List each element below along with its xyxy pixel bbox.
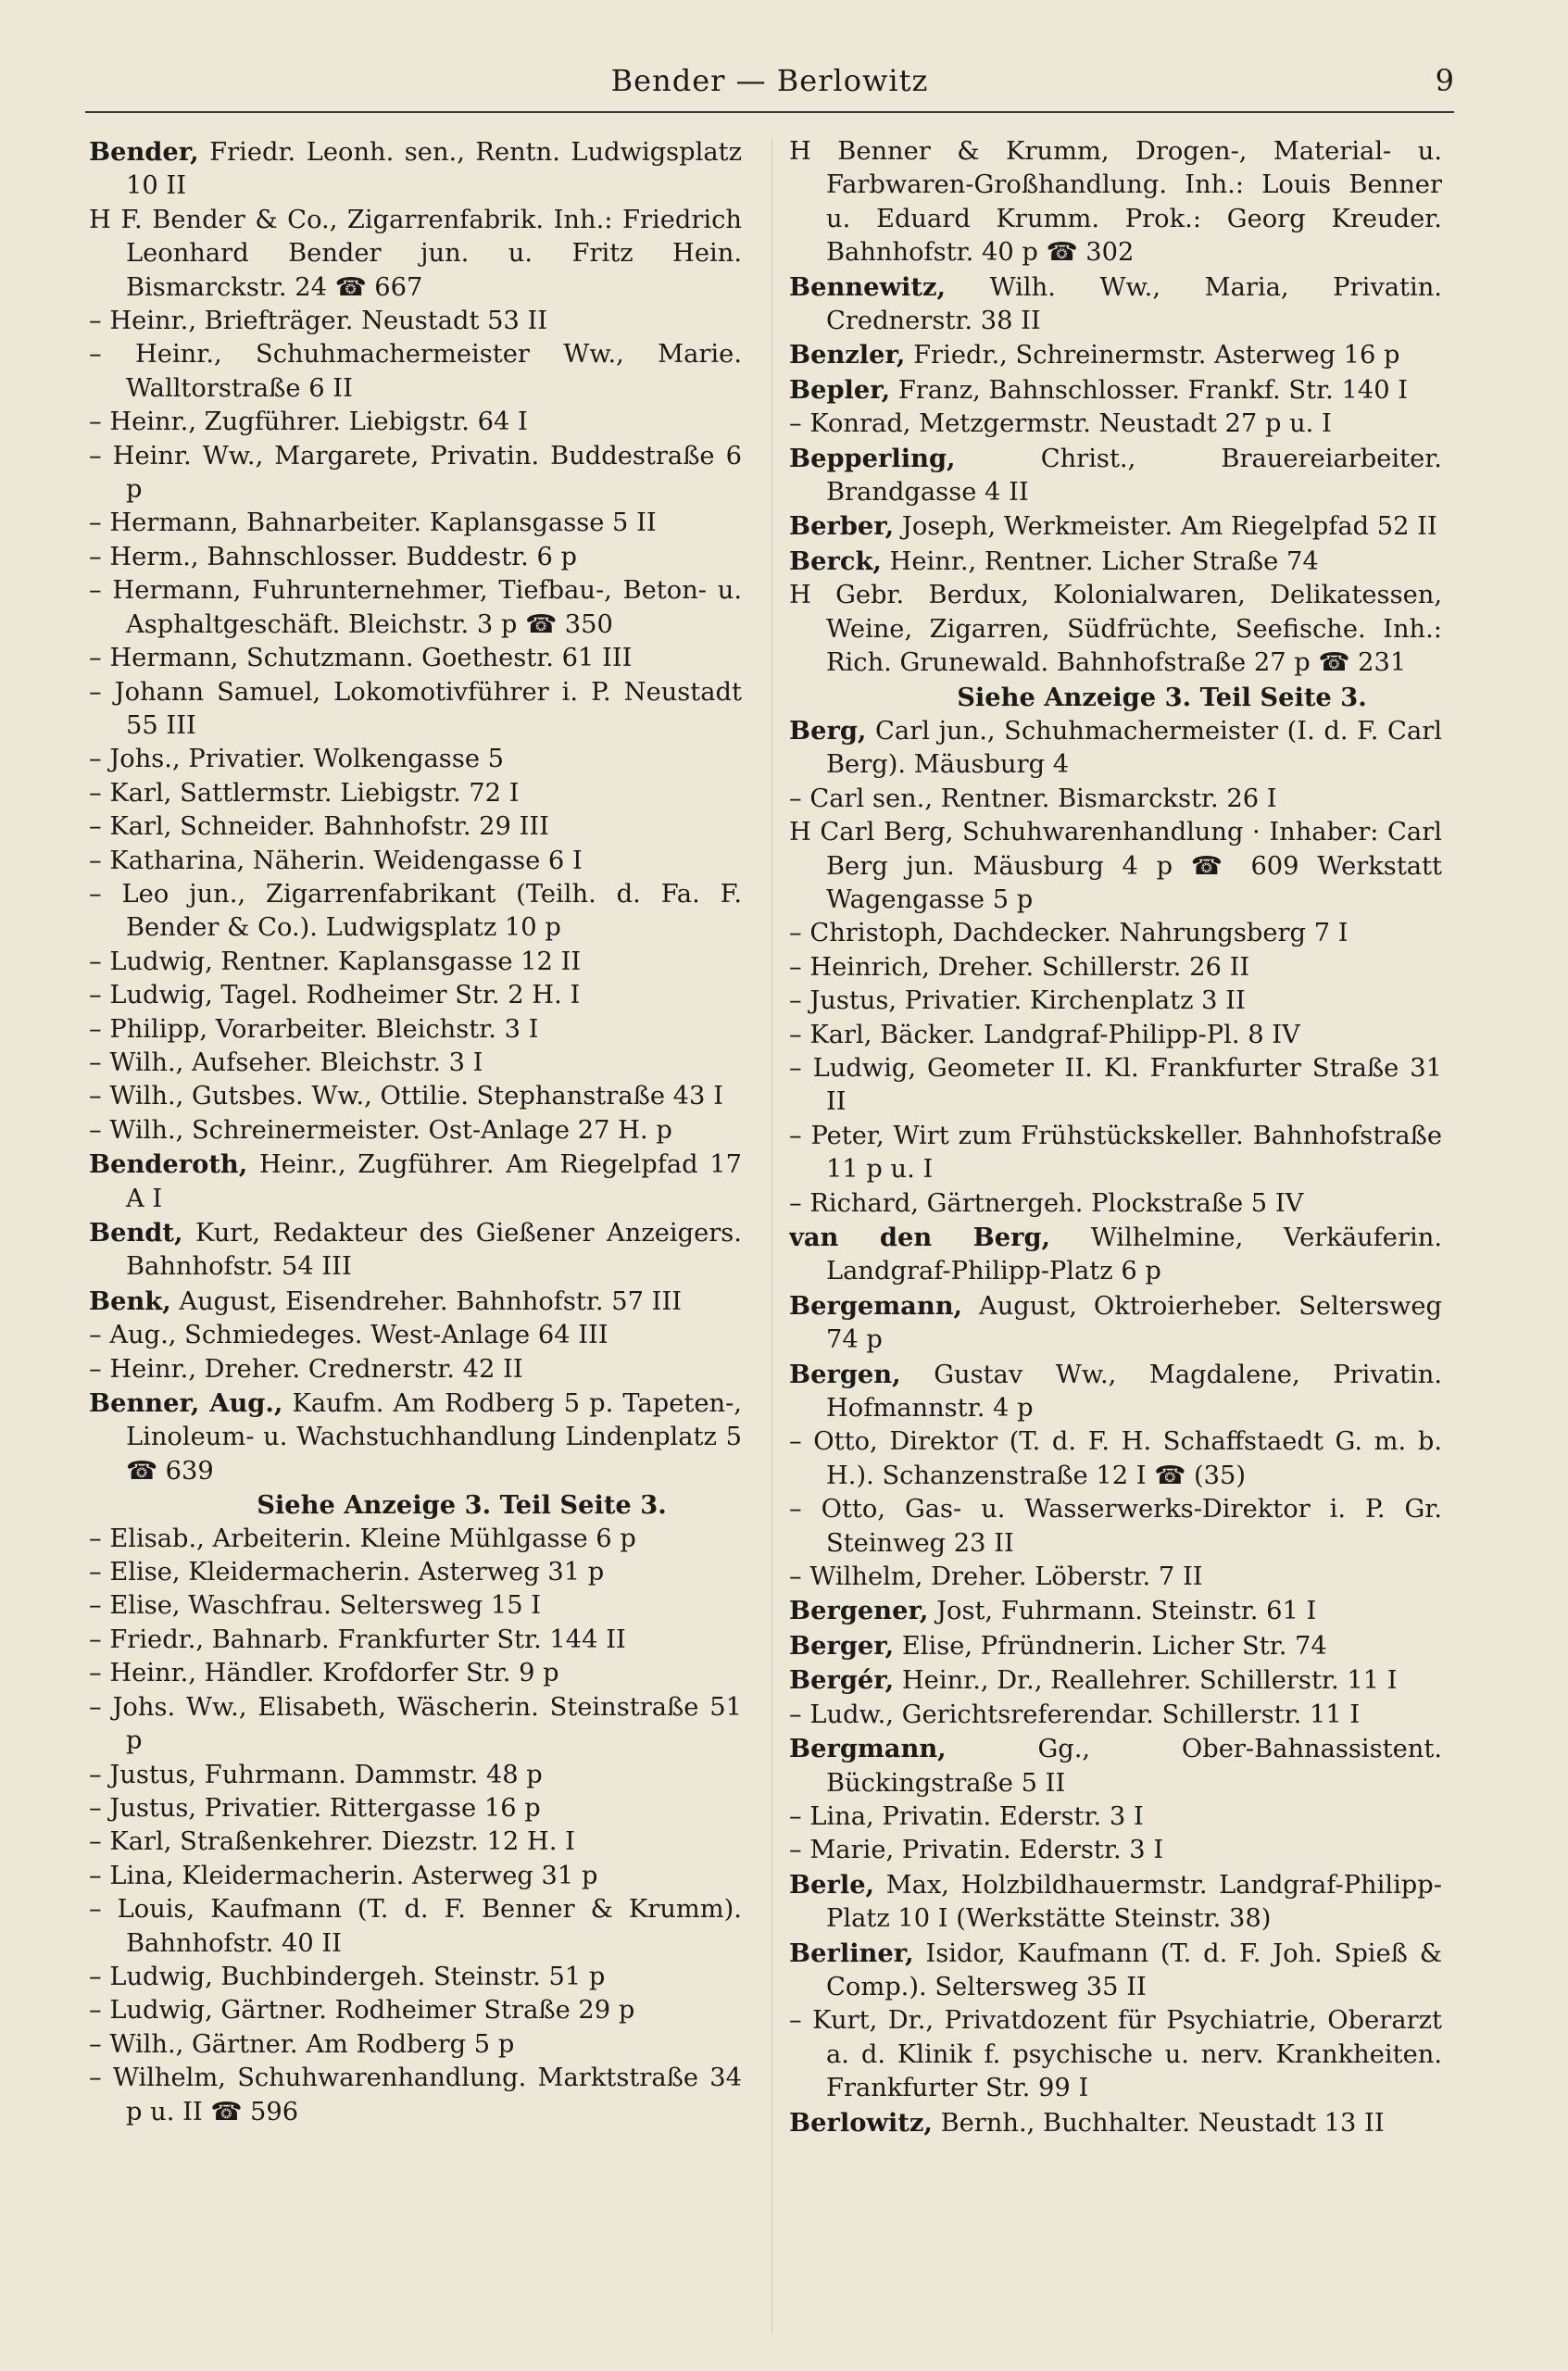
entry-text: – Wilh., Gärtner. Am Rodberg 5 p [89,2029,515,2059]
directory-entry [789,951,1442,985]
directory-entry [789,1289,1442,1358]
directory-entry [789,1187,1442,1221]
surname: Bergmann, [789,1734,947,1764]
entry-text: Heinr., Zugführer. Am Riegelpfad 17 A I [126,1150,742,1213]
entry-text: – Heinr. Ww., Margarete, Privatin. Buddestraße 6 p [89,441,742,505]
directory-entry [89,406,742,439]
directory-entry [89,2062,742,2129]
directory-entry [789,2004,1442,2105]
surname: Bergér, [789,1665,895,1696]
entry-text: – Johann Samuel, Lokomotivführer i. P. Neustadt 55 III [89,677,742,740]
entry-text: – Marie, Privatin. Ederstr. 3 I [789,1836,1164,1865]
entry-text: Carl jun., Schuhmachermeister (I. d. F. Carl Berg). Mäusburg 4 [826,716,1442,780]
entry-text: – Katharina, Näherin. Weidengasse 6 I [89,846,583,875]
entry-text: Kurt, Redakteur des Gießener Anzeigers. Bahnhofstr. 54 III [126,1219,742,1282]
entry-text: – Heinr., Zugführer. Liebigstr. 64 I [89,408,528,437]
directory-entry [789,338,1442,372]
directory-entry [89,1825,742,1859]
directory-entry [89,1860,742,1893]
directory-entry [789,985,1442,1018]
entry-text: Wilh. Ww., Maria, Privatin. Crednerstr. 38 II [826,272,1442,336]
directory-entry [89,574,742,642]
directory-entry [89,1285,742,1319]
surname: Berck, [789,546,882,576]
entry-text: – Wilhelm, Dreher. Löberstr. 7 II [789,1562,1203,1592]
entry-text: – Herm., Bahnschlosser. Buddestr. 6 p [89,542,577,571]
entry-text: Siehe Anzeige 3. Teil Seite 3. [257,1490,667,1521]
entry-text: – Otto, Gas- u. Wasserwerks-Direktor i. P. Gr. Steinweg 23 II [789,1495,1442,1558]
directory-entry [789,2106,1442,2140]
directory-entry [789,373,1442,408]
entry-text: Elise, Pfründnerin. Licher Str. 74 [901,1631,1327,1661]
entry-text: Gg., Ober-Bahnassistent. Bückingstraße 5 II [826,1735,1442,1798]
entry-text: – Elise, Waschfrau. Seltersweg 15 I [89,1591,542,1621]
directory-entry [789,545,1442,579]
entry-text: – Johs. Ww., Elisabeth, Wäscherin. Steinstraße 51 p [89,1692,742,1756]
directory-entry [789,1019,1442,1052]
entry-text: – Carl sen., Rentner. Bismarckstr. 26 I [789,784,1277,813]
directory-entry [89,541,742,574]
directory-entry [789,509,1442,544]
advert-reference [89,1488,742,1522]
directory-entry [89,1792,742,1825]
directory-entry [789,714,1442,783]
directory-entry [789,442,1442,510]
surname: Bepperling, [789,443,956,473]
entry-text: – Kurt, Dr., Privatdozent für Psychiatrie, Oberarzt a. d. Klinik f. psychische u. nerv. Krankheiten. Frankfurter Str. 99 I [789,2006,1442,2103]
directory-entry [89,1216,742,1285]
surname: Bergener, [789,1596,929,1626]
directory-entry [89,1624,742,1657]
surname: Benderoth, [89,1149,248,1180]
entry-text: – Richard, Gärtnergeh. Plockstraße 5 IV [789,1188,1304,1218]
directory-entry [89,1556,742,1589]
directory-entry [789,135,1442,270]
directory-entry [89,1114,742,1148]
surname: Benk, [89,1286,171,1316]
entry-text: H F. Bender & Co., Zigarrenfabrik. Inh.: Friedrich Leonhard Bender jun. u. Fritz Hein. Bismarckstr. 24 ☎ 667 [89,205,742,302]
directory-entry [89,1386,742,1488]
directory-entry [789,1052,1442,1120]
surname: Berle, [789,1869,875,1900]
entry-text: – Johs., Privatier. Wolkengasse 5 [89,745,505,774]
directory-entry [89,1353,742,1386]
entry-text: Siehe Anzeige 3. Teil Seite 3. [957,682,1367,712]
entry-text: – Wilhelm, Schuhwarenhandlung. Marktstraße 34 p u. II ☎ 596 [89,2064,742,2126]
directory-entry [789,1594,1442,1628]
column-divider [771,139,772,2334]
directory-entry [789,783,1442,816]
entry-text: Heinr., Rentner. Licher Straße 74 [889,546,1319,576]
directory-entry [89,1994,742,2027]
entry-text: Jost, Fuhrmann. Steinstr. 61 I [936,1597,1317,1626]
directory-entry [89,1691,742,1759]
page-header [85,63,1454,113]
entry-text: – Karl, Sattlermstr. Liebigstr. 72 I [89,778,520,808]
entry-text: – Heinr., Dreher. Crednerstr. 42 II [89,1354,523,1384]
directory-entry [89,135,742,204]
entry-text: August, Eisendreher. Bahnhofstr. 57 III [179,1286,683,1316]
entry-text: Kaufm. Am Rodberg 5 p. Tapeten-, Linoleum- u. Wachstuchhandlung Lindenplatz 5 ☎ 639 [126,1389,742,1486]
directory-entry [89,1893,742,1961]
surname: Bender, [89,137,199,167]
directory-entry [789,1937,1442,2005]
entry-text: Gustav Ww., Magdalene, Privatin. Hofmannstr. 4 p [826,1360,1442,1424]
entry-text: – Ludwig, Gärtner. Rodheimer Straße 29 p [89,1996,635,2026]
entry-text: – Ludwig, Tagel. Rodheimer Str. 2 H. I [89,981,581,1010]
directory-entry [89,204,742,305]
directory-entry [89,878,742,946]
entry-text: Friedr., Schreinermstr. Asterweg 16 p [913,341,1400,370]
surname: Berg, [789,715,867,746]
directory-entry [89,845,742,878]
surname: van den Berg, [789,1223,1051,1252]
directory-entry [89,777,742,810]
surname: Berliner, [789,1938,914,1968]
entry-text: – Friedr., Bahnarb. Frankfurter Str. 144 II [89,1625,626,1654]
directory-entry [789,1732,1442,1800]
surname: Bergemann, [789,1290,963,1321]
entry-text: – Heinr., Schuhmachermeister Ww., Marie. Walltorstraße 6 II [89,340,742,403]
entry-text: – Justus, Fuhrmann. Dammstr. 48 p [89,1760,543,1789]
entry-text: – Louis, Kaufmann (T. d. F. Benner & Krumm). Bahnhofstr. 40 II [89,1895,742,1958]
directory-entry [89,338,742,406]
directory-entry [89,507,742,540]
entry-text: – Heinrich, Dreher. Schillerstr. 26 II [789,952,1250,982]
directory-entry [789,1561,1442,1594]
directory-entry [789,1800,1442,1834]
directory-entry [789,1425,1442,1493]
entry-text: – Ludw., Gerichtsreferendar. Schillerstr. 11 I [789,1700,1361,1729]
directory-entry [89,440,742,508]
directory-entry [789,1358,1442,1426]
directory-entry [89,1759,742,1792]
entry-text: Franz, Bahnschlosser. Frankf. Str. 140 I [897,375,1409,405]
entry-text: – Wilh., Schreinermeister. Ost-Anlage 27 H. p [89,1115,672,1145]
directory-entry [89,1589,742,1623]
page-number: 9 [1435,63,1454,98]
left-column [89,135,742,2340]
directory-entry [789,917,1442,950]
directory-entry [89,1657,742,1690]
entry-text: – Wilh., Gutsbes. Ww., Ottilie. Stephanstraße 43 I [89,1082,723,1111]
surname: Bendt, [89,1218,183,1248]
entry-text: – Otto, Direktor (T. d. F. H. Schaffstaedt G. m. b. H.). Schanzenstraße 12 I ☎ (35) [789,1427,1442,1490]
right-column [789,135,1442,2340]
directory-entry [789,1120,1442,1187]
directory-entry [789,270,1442,339]
directory-entry [789,1699,1442,1732]
directory-entry [89,979,742,1012]
entry-text: H Benner & Krumm, Drogen-, Material- u. Farbwaren-Großhandlung. Inh.: Louis Benner u. Eduard Krumm. Prok.: Georg Kreuder. Bahnhofstr. 40 p ☎ 302 [789,137,1442,268]
directory-entry [789,1629,1442,1663]
entry-text: – Christoph, Dachdecker. Nahrungsberg 7 I [789,919,1348,948]
entry-text: Friedr. Leonh. sen., Rentn. Ludwigsplatz 10 II [126,138,742,201]
entry-text: – Karl, Schneider. Bahnhofstr. 29 III [89,812,549,842]
directory-entry [89,1961,742,1994]
directory-entry [789,1493,1442,1561]
entry-text: – Konrad, Metzgermstr. Neustadt 27 p u. I [789,409,1332,439]
surname: Berlowitz, [789,2107,933,2138]
surname: Berger, [789,1630,895,1661]
directory-entry [89,1523,742,1556]
entry-text: – Lina, Privatin. Ederstr. 3 I [789,1801,1144,1831]
surname: Bepler, [789,374,891,405]
directory-entry [89,1148,742,1216]
entry-text: Heinr., Dr., Reallehrer. Schillerstr. 11 I [901,1666,1398,1696]
entry-text: – Justus, Privatier. Kirchenplatz 3 II [789,986,1246,1016]
directory-entry [89,2028,742,2062]
entry-text: – Hermann, Schutzmann. Goethestr. 61 III [89,644,633,673]
entry-text: Max, Holzbildhauermstr. Landgraf-Philipp-Platz 10 I (Werkstätte Steinstr. 38) [826,1870,1442,1934]
entry-text: H Gebr. Berdux, Kolonialwaren, Delikatessen, Weine, Zigarren, Südfrüchte, Seefische. Inh.: Rich. Grunewald. Bahnhofstraße 27 p ☎ 231 [789,581,1442,678]
directory-entry [789,816,1442,917]
entry-text: – Lina, Kleidermacherin. Asterweg 31 p [89,1861,598,1890]
entry-text: Wilhelmine, Verkäuferin. Landgraf-Philipp-Platz 6 p [826,1223,1442,1286]
directory-entry [789,1221,1442,1289]
surname: Bennewitz, [789,271,946,302]
entry-text: – Peter, Wirt zum Frühstückskeller. Bahnhofstraße 11 p u. I [789,1121,1442,1185]
directory-entry [89,305,742,338]
entry-text: – Justus, Privatier. Rittergasse 16 p [89,1793,541,1823]
entry-text: – Ludwig, Geometer II. Kl. Frankfurter Straße 31 II [789,1053,1442,1117]
directory-entry [89,676,742,744]
directory-entry [789,579,1442,680]
entry-text: – Elisab., Arbeiterin. Kleine Mühlgasse 6 p [89,1524,636,1553]
entry-text: – Hermann, Fuhrunternehmer, Tiefbau-, Beton- u. Asphaltgeschäft. Bleichstr. 3 p ☎ 350 [89,576,742,639]
entry-text: Isidor, Kaufmann (T. d. F. Joh. Spieß & Comp.). Seltersweg 35 II [826,1938,1442,2001]
entry-text: H Carl Berg, Schuhwarenhandlung · Inhaber: Carl Berg jun. Mäusburg 4 p ☎ 609 Werkstatt Wagengasse 5 p [789,818,1442,914]
entry-text: – Wilh., Aufseher. Bleichstr. 3 I [89,1048,483,1077]
entry-text: – Aug., Schmiedeges. West-Anlage 64 III [89,1321,608,1350]
surname: Bergen, [789,1359,901,1389]
advert-reference [789,681,1442,714]
entry-text: – Heinr., Händler. Krofdorfer Str. 9 p [89,1659,559,1688]
directory-entry [89,642,742,675]
entry-text: Christ., Brauereiarbeiter. Brandgasse 4 II [826,444,1442,508]
directory-entry [789,408,1442,441]
surname: Benner, Aug., [89,1388,283,1419]
entry-text: – Ludwig, Rentner. Kaplansgasse 12 II [89,947,582,976]
entry-text: – Ludwig, Buchbindergeh. Steinstr. 51 p [89,1962,606,1991]
directory-entry [89,743,742,776]
directory-entry [89,946,742,979]
entry-text: – Leo jun., Zigarrenfabrikant (Teilh. d. Fa. F. Bender & Co.). Ludwigsplatz 10 p [89,879,742,943]
directory-entry [89,1080,742,1113]
entry-text: – Hermann, Bahnarbeiter. Kaplansgasse 5 II [89,508,657,538]
directory-entry [89,1319,742,1352]
directory-entry [789,1834,1442,1867]
running-head: Bender — Berlowitz [610,63,929,98]
surname: Berber, [789,511,895,542]
entry-text: – Elise, Kleidermacherin. Asterweg 31 p [89,1558,605,1587]
entry-text: Joseph, Werkmeister. Am Riegelpfad 52 II [901,512,1437,542]
entry-text: August, Oktroierheber. Seltersweg 74 p [826,1291,1442,1355]
directory-entry [89,810,742,844]
surname: Benzler, [789,340,906,370]
directory-entry [789,1868,1442,1937]
entry-text: Bernh., Buchhalter. Neustadt 13 II [940,2108,1385,2138]
directory-entry [89,1013,742,1047]
entry-text: – Philipp, Vorarbeiter. Bleichstr. 3 I [89,1014,539,1044]
entry-text: – Heinr., Briefträger. Neustadt 53 II [89,307,548,336]
directory-entry [89,1047,742,1080]
directory-entry [789,1663,1442,1698]
entry-text: – Karl, Straßenkehrer. Diezstr. 12 H. I [89,1827,575,1857]
entry-text: – Karl, Bäcker. Landgraf-Philipp-Pl. 8 IV [789,1020,1300,1049]
